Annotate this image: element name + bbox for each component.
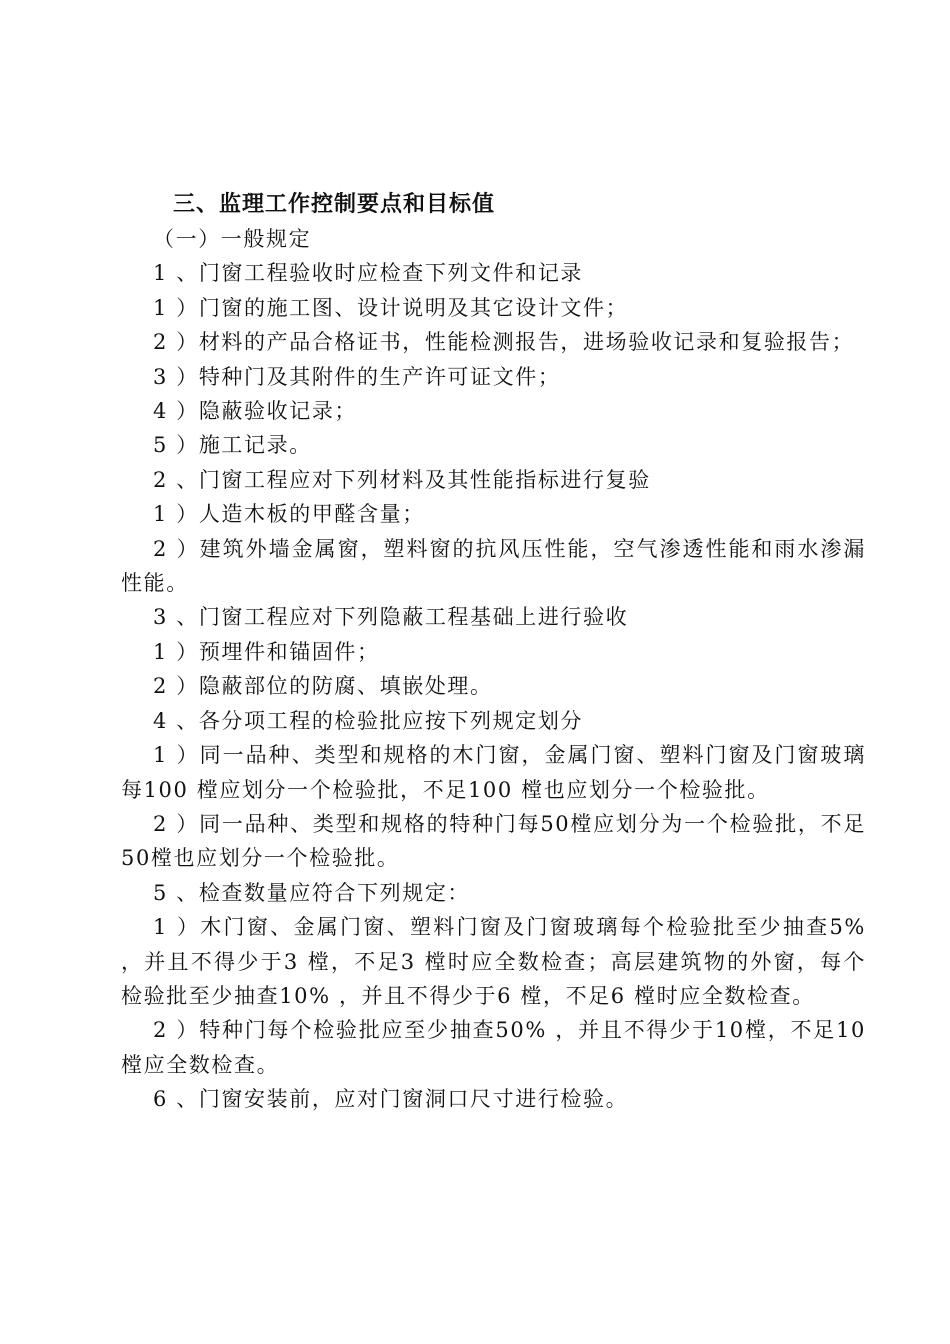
paragraph-item-6: 6 、门窗安装前，应对门窗洞口尺寸进行检验。 — [153, 1087, 629, 1112]
paragraph-item-4-2: 2 ）同一品种、类型和规格的特种门每50樘应划分为一个检验批，不足50樘也应划分一个检验批。 — [121, 811, 866, 871]
paragraph-item-3: 3 、门窗工程应对下列隐蔽工程基础上进行验收 — [153, 605, 629, 630]
paragraph-item-1-3: 3 ）特种门及其附件的生产许可证文件； — [153, 364, 561, 389]
paragraph-item-1-2: 2 ）材料的产品合格证书，性能检测报告，进场验收记录和复验报告； — [153, 330, 855, 355]
paragraph-item-4-1: 1 ）同一品种、类型和规格的木门窗，金属门窗、塑料门窗及门窗玻璃每100 樘应划分一个检验批，不足100 樘也应划分一个检验批。 — [121, 743, 866, 802]
paragraph-item-2: 2 、门窗工程应对下列材料及其性能指标进行复验 — [153, 467, 651, 492]
paragraph-general-rules: （一）一般规定 — [153, 227, 312, 251]
paragraph-item-2-2: 2 ）建筑外墙金属窗，塑料窗的抗风压性能，空气渗透性能和雨水渗漏性能。 — [121, 536, 866, 596]
paragraph-item-1-5: 5 ）施工记录。 — [153, 433, 312, 458]
section-heading: 三、监理工作控制要点和目标值 — [173, 192, 496, 217]
paragraph-item-1-4: 4 ）隐蔽验收记录； — [153, 399, 358, 424]
paragraph-item-5: 5 、检查数量应符合下列规定： — [153, 880, 471, 905]
paragraph-item-3-1: 1 ）预埋件和锚固件； — [153, 639, 380, 664]
paragraph-item-4: 4 、各分项工程的检验批应按下列规定划分 — [153, 708, 584, 733]
paragraph-item-1-1: 1 ）门窗的施工图、设计说明及其它设计文件； — [153, 295, 629, 320]
paragraph-item-2-1: 1 ）人造木板的甲醛含量； — [153, 502, 425, 527]
paragraph-item-3-2: 2 ）隐蔽部位的防腐、填嵌处理。 — [153, 674, 493, 699]
document-body — [121, 188, 866, 1117]
paragraph-item-5-2: 2 ）特种门每个检验批应至少抽查50% ，并且不得少于10樘，不足10樘应全数检查。 — [121, 1018, 866, 1077]
paragraph-item-1: 1 、门窗工程验收时应检查下列文件和记录 — [153, 261, 584, 286]
paragraph-item-5-1: 1 ）木门窗、金属门窗、塑料门窗及门窗玻璃每个检验批至少抽查5% ，并且不得少于3 樘，不足3 樘时应全数检查；高层建筑物的外窗，每个检验批至少抽查10% ，并且不得少于6 樘，不足6 樘时应全数检查。 — [121, 915, 866, 1008]
